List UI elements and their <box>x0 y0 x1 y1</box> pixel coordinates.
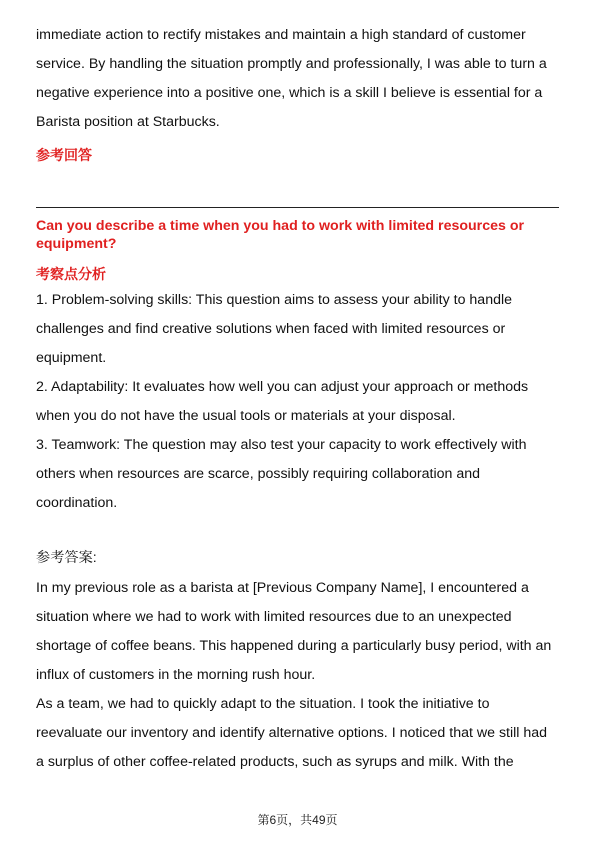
text-line: shortage of coffee beans. This happened during a particularly busy period, with an <box>36 638 552 654</box>
analysis-line: when you do not have the usual tools or materials at your disposal. <box>36 408 456 424</box>
text-line: negative experience into a positive one, which is a skill I believe is essential for a <box>36 85 543 101</box>
analysis-line: 3. Teamwork: The question may also test your capacity to work effectively with <box>36 437 527 453</box>
text-line: Barista position at Starbucks. <box>36 114 220 130</box>
section-divider <box>36 207 559 208</box>
text-line: service. By handling the situation promptly and professionally, I was able to turn a <box>36 56 547 72</box>
answer-heading: 参考答案: <box>36 550 97 566</box>
question-line: Can you describe a time when you had to work with limited resources or <box>36 218 525 234</box>
analysis-line: equipment. <box>36 350 107 366</box>
text-line: In my previous role as a barista at [Previous Company Name], I encountered a <box>36 580 529 596</box>
analysis-heading: 考察点分析 <box>36 266 106 282</box>
question-line: equipment? <box>36 236 117 252</box>
analysis-line: others when resources are scarce, possibly requiring collaboration and <box>36 466 480 482</box>
answer-paragraph-2 <box>36 690 566 777</box>
analysis-line: coordination. <box>36 495 118 511</box>
question-heading <box>36 217 566 253</box>
text-line: situation where we had to work with limited resources due to an unexpected <box>36 609 512 625</box>
text-line: influx of customers in the morning rush hour. <box>36 667 316 683</box>
page-number-footer: 第6页，共49页 <box>257 813 338 827</box>
analysis-line: 1. Problem-solving skills: This question aims to assess your ability to handle <box>36 292 513 308</box>
text-line: reevaluate our inventory and identify alternative options. I noticed that we still had <box>36 725 548 741</box>
answer-paragraph-1 <box>36 574 566 690</box>
analysis-list <box>36 286 566 518</box>
analysis-line: challenges and find creative solutions when faced with limited resources or <box>36 321 506 337</box>
analysis-line: 2. Adaptability: It evaluates how well you can adjust your approach or methods <box>36 379 529 395</box>
reference-answer-heading: 参考回答 <box>36 147 92 163</box>
text-line: immediate action to rectify mistakes and maintain a high standard of customer <box>36 27 526 43</box>
text-line: a surplus of other coffee-related products, such as syrups and milk. With the <box>36 754 514 770</box>
intro-paragraph <box>36 21 566 137</box>
text-line: As a team, we had to quickly adapt to the situation. I took the initiative to <box>36 696 490 712</box>
